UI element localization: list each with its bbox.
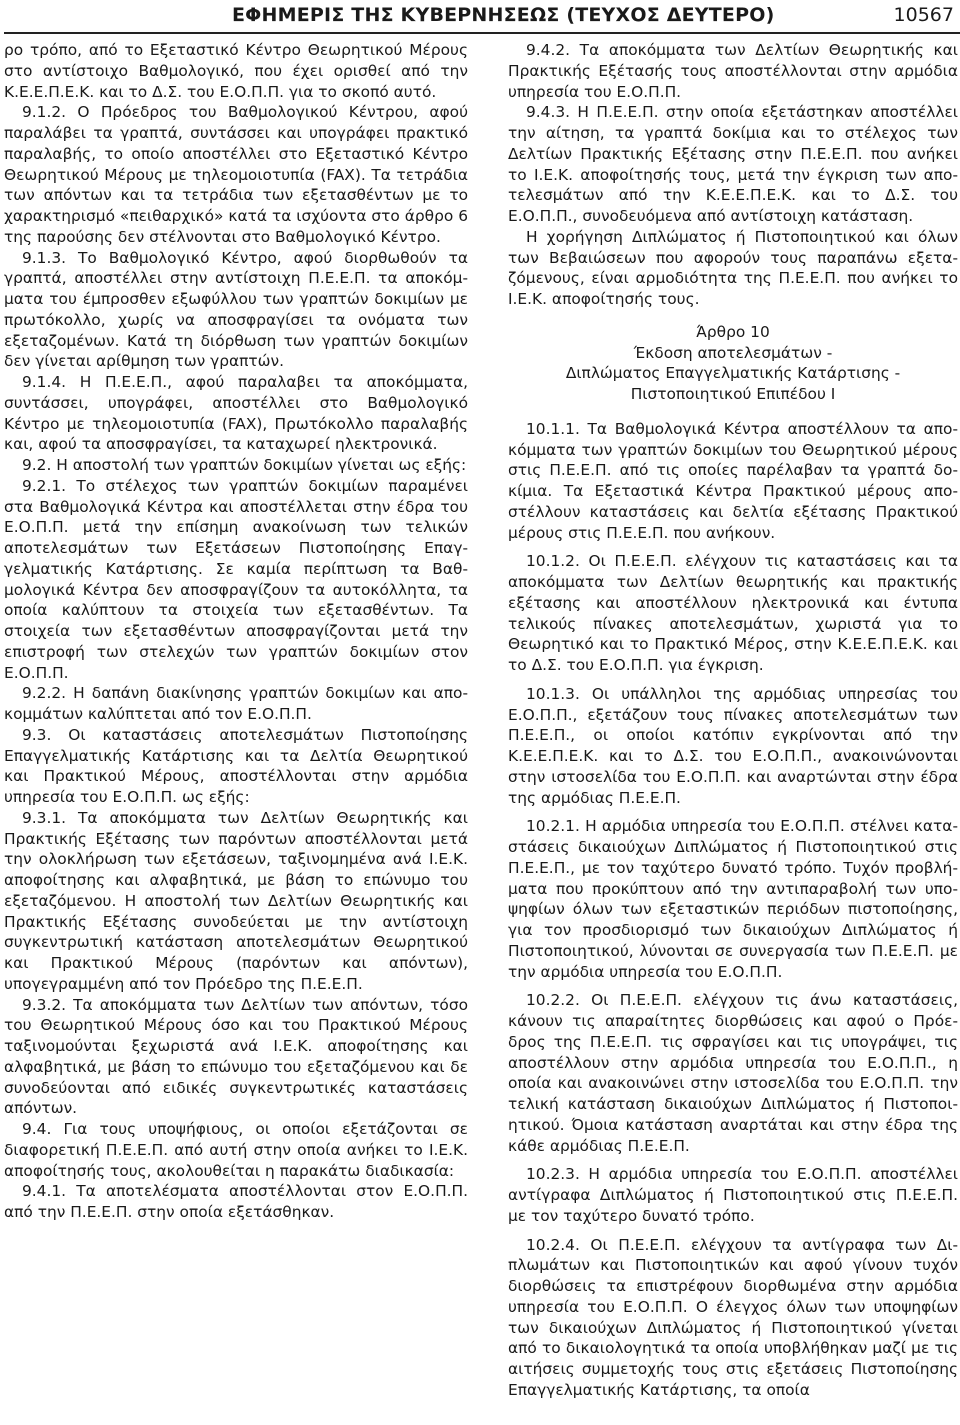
paragraph: 9.4.3. Η Π.Ε.Ε.Π. στην οποία εξετάστηκαν αποστέλλει την αίτηση, τα γραπτά δοκίμια και το στέλεχος των Δελτίων Πρακτικής Εξέτασης στην Π.Ε.Ε.Π. που ανήκει το Ι.Ε.Κ. αποφοίτησής τους, μετά την έγκριση των αποτελεσμάτων από την Κ.Ε.Ε.Π.Ε.Κ. και το Δ.Σ. του Ε.Ο.Π.Π., συνοδευόμενα από αντίστοιχη κατάσταση. <box>508 103 958 225</box>
paragraph: 9.1.2. Ο Πρόεδρος του Βαθμολογικού Κέντρου, αφού παραλάβει τα γραπτά, συντάσσει και υπογράφει πρακτικό παραλαβής, το οποίο αποστέλλει στο Εξεταστικό Κέντρο Θεωρητικού Μέρους με τηλεομοιοτυπία (FAX). Τα τετράδια των απόντων και τα τετράδια των εξετασθέντων με το χαρακτηρισμό «πειθαρχικό» κατά τα ισχύοντα στο άρθρο 6 της παρούσης δεν στέλνονται στο Βαθμολογικό Κέντρο. <box>4 103 468 246</box>
paragraph: 10.1.1. Τα Βαθμολογικά Κέντρα αποστέλλουν τα αποκόμματα των γραπτών δοκιμίων του Θεωρητικού μέρους στις Π.Ε.Ε.Π. από τις οποίες παρέλαβαν τα γραπτά δοκίμια. Τα Εξεταστικά Κέντρα Πρακτικού μέρους αποστέλλουν καταστάσεις και δελτία εξέτασης Πρακτικού μέρους στις Π.Ε.Ε.Π. που ανήκουν. <box>508 419 958 542</box>
paragraph: 9.4.1. Τα αποτελέσματα αποστέλλονται στον Ε.Ο.Π.Π. από την Π.Ε.Ε.Π. στην οποία εξετάσθηκαν. <box>4 1182 468 1221</box>
paragraph: 9.1.4. Η Π.Ε.Ε.Π., αφού παραλαβει τα αποκόμματα, συντάσσει, υπογράφει, αποστέλλει στο Βαθμολογικό Κέντρο με τηλεομοιοτυπία (FAX), Πρωτόκολλο παραλαβής και, αφού τα αποσφραγίσει, τα καταχωρεί ηλεκτρονικά. <box>4 373 468 454</box>
paragraph: 10.2.2. Οι Π.Ε.Ε.Π. ελέγχουν τις άνω καταστάσεις, κάνουν τις απαραίτητες διορθώσεις και αφού ο Πρόεδρος της Π.Ε.Ε.Π. τις σφραγίσει και τις υπογράψει, τις αποστέλλουν στην αρμόδια υπηρεσία του Ε.Ο.Π.Π., η οποία και ανακοινώνει στην ιστοσελίδα του Ε.Ο.Π.Π. την τελική κατάσταση δικαιούχων Διπλώματος ή Πιστοποιητικού. Όμοια κατάσταση αναρτάται και στην έδρα της κάθε αρμόδιας Π.Ε.Ε.Π. <box>508 991 958 1155</box>
paragraph: 9.3.1. Τα αποκόμματα των Δελτίων Θεωρητικής και Πρακτικής Εξέτασης των παρόντων αποστέλλονται μετά την ολοκλήρωση των εξετάσεων, ταξινομημένα ανά Ι.Ε.Κ. αποφοίτησης και αλφαβητικά, με βάση το επώνυμο του εξεταζόμενου. Η αποστολή των Δελτίων Θεωρητικής και Πρακτικής Εξέτασης συνοδεύεται με την αντίστοιχη συγκεντρωτική κατάσταση αποτελεσμάτων Θεωρητικού και Πρακτικού Μέρους (παρόντων και απόντων), υπογεγραμμένη από τον Πρόεδρο της Π.Ε.Ε.Π. <box>4 808 468 993</box>
paragraph: 10.2.3. Η αρμόδια υπηρεσία του Ε.Ο.Π.Π. αποστέλλει αντίγραφα Διπλώματος ή Πιστοποιητικού στις Π.Ε.Ε.Π. με τον ταχύτερο δυνατό τρόπο. <box>508 1165 958 1225</box>
gazette-title: ΕΦΗΜΕΡΙΣ ΤΗΣ ΚΥΒΕΡΝΗΣΕΩΣ (ΤΕΥΧΟΣ ΔΕΥΤΕΡΟ) <box>232 4 775 26</box>
paragraph: 10.1.3. Οι υπάλληλοι της αρμόδιας υπηρεσίας του Ε.Ο.Π.Π., εξετάζουν τους πίνακες αποτελεσμάτων των Π.Ε.Ε.Π., οι οποίοι κατόπιν εγκρίνονται από την Κ.Ε.Ε.Π.Ε.Κ. και το Δ.Σ. του Ε.Ο.Π.Π., ανακοινώνονται στην ιστοσελίδα του Ε.Ο.Π.Π. και αναρτώνται στην έδρα της αρμόδιας Π.Ε.Ε.Π. <box>508 684 958 807</box>
paragraph: 10.1.2. Οι Π.Ε.Ε.Π. ελέγχουν τις καταστάσεις και τα αποκόμματα των Δελτίων θεωρητικής και πρακτικής εξέτασης και αποστέλλουν ηλεκτρονικά και έντυπα τελικούς πίνακες αποτελεσμάτων, χωριστά για το Θεωρητικό και το Πρακτικό Μέρος, στην Κ.Ε.Ε.Π.Ε.Κ. και το Δ.Σ. του Ε.Ο.Π.Π. για έγκριση. <box>508 552 958 674</box>
page-header <box>0 0 960 36</box>
paragraph: 9.4. Για τους υποψήφιους, οι οποίοι εξετάζονται σε διαφορετική Π.Ε.Ε.Π. από αυτή στην οποία ανήκει το Ι.Ε.Κ. αποφοίτησής τους, ακολουθείται η παρακάτω διαδικασία: <box>4 1120 468 1180</box>
paragraph: 9.4.2. Τα αποκόμματα των Δελτίων Θεωρητικής και Πρακτικής Εξέτασής τους αποστέλλονται στην αρμόδια υπηρεσία του Ε.Ο.Π.Π. <box>508 41 958 101</box>
paragraph: 9.2.2. Η δαπάνη διακίνησης γραπτών δοκιμίων και αποκομμάτων καλύπτεται από τον Ε.Ο.Π.Π. <box>4 684 468 723</box>
article-heading <box>508 322 958 405</box>
paragraph: 9.1.3. Το Βαθμολογικό Κέντρο, αφού διορθωθούν τα γραπτά, αποστέλλει στην αντίστοιχη Π.Ε.Ε.Π. τα αποκόμματα του έμπροσθεν εξωφύλλου των γραπτών δοκιμίων με πρωτόκολλο, χωρίς να αποσφραγίσει τα ονόματα των εξεταζομένων. Κατά τη διόρθωση των γραπτών δοκιμίων δεν γίνεται αρίθμηση των γραπτών. <box>4 248 468 371</box>
right-column <box>508 40 958 1401</box>
paragraph: Η χορήγηση Διπλώματος ή Πιστοποιητικού και όλων των Βεβαιώσεων που αφορούν τους παραπάνω εξεταζόμενους, είναι αρμοδιότητα της Π.Ε.Ε.Π. που ανήκει το Ι.Ε.Κ. αποφοίτησής τους. <box>508 227 958 308</box>
left-column <box>4 40 468 1223</box>
paragraph: 9.2. Η αποστολή των γραπτών δοκιμίων γίνεται ως εξής: <box>22 456 467 474</box>
paragraph: ρο τρόπο, από το Εξεταστικό Κέντρο Θεωρητικού Μέρους στο αντίστοιχο Βαθμολογικό, που έχει ορισθεί από την Κ.Ε.Ε.Π.Ε.Κ. και το Δ.Σ. του Ε.Ο.Π.Π. για το σκοπό αυτό. <box>4 41 468 101</box>
article-number: Άρθρο 10 <box>696 322 770 341</box>
paragraph: 9.3.2. Τα αποκόμματα των Δελτίων των απόντων, τόσο του Θεωρητικού Μέρους όσο και του Πρακτικού Μέρους ταξινομούνται ξεχωριστά ανά Ι.Ε.Κ. αποφοίτησης και αλφαβητικά, με βάση το επώνυμο του εξεταζόμενου και δε συνοδεύονται από ειδικές συγκεντρωτικές καταστάσεις απόντων. <box>4 995 468 1118</box>
article-title-line: Πιστοποιητικού Επιπέδου Ι <box>630 385 836 403</box>
paragraph: 9.2.1. Το στέλεχος των γραπτών δοκιμίων παραμένει στα Βαθμολογικά Κέντρα και αποστέλλεται στην έδρα του Ε.Ο.Π.Π. μετά την επίσημη ανακοίνωση των τελικών αποτελεσμάτων των Εξετάσεων Πιστοποίησης Επαγγελματικής Κατάρτισης. Σε καμία περίπτωση τα Βαθμολογικά Κέντρα δεν αποσφραγίζουν τα αυτοκόλλητα, τα οποία καλύπτουν τα στοιχεία των εξετασθέντων. Τα στοιχεία των εξετασθέντων αποσφραγίζονται μετά την επιστροφή των στελεχών των γραπτών δοκιμίων στον Ε.Ο.Π.Π. <box>4 476 468 682</box>
paragraph: 10.2.1. Η αρμόδια υπηρεσία του Ε.Ο.Π.Π. στέλνει καταστάσεις δικαιούχων Διπλώματος ή Πιστοποιητικού στις Π.Ε.Ε.Π., με τον ταχύτερο δυνατό τρόπο. Τυχόν προβλήματα που προκύπτουν από την αντιπαραβολή των υποψηφίων όλων των εξεταστικών περιόδων πιστοποίησης, για τον προσδιορισμό των δικαιούχων Διπλώματος ή Πιστοποιητικού, λύνονται σε συνεργασία των Π.Ε.Ε.Π. με την αρμόδια υπηρεσία του Ε.Ο.Π.Π. <box>508 817 958 981</box>
page-number: 10567 <box>893 4 954 26</box>
article-title-line: Έκδοση αποτελεσμάτων - <box>633 343 833 362</box>
header-rule <box>4 32 960 34</box>
article-title-line: Διπλώματος Επαγγελματικής Κατάρτισης - <box>565 364 901 383</box>
paragraph: 10.2.4. Οι Π.Ε.Ε.Π. ελέγχουν τα αντίγραφα των Διπλωμάτων και Πιστοποιητικών και αφού γίνουν τυχόν διορθώσεις τα επιστρέφουν διορθωμένα στην αρμόδια υπηρεσία του Ε.Ο.Π.Π. Ο έλεγχος όλων των υποψηφίων των δικαιούχων Διπλώματος ή Πιστοποιητικού γίνεται από το δικαιολογητικά τα οποία υποβλήθηκαν μαζί με τις αιτήσεις συμμετοχής τους στις εξετάσεις Πιστοποίησης Επαγγελματικής Κατάρτισης, τα οποία <box>508 1235 958 1399</box>
paragraph: 9.3. Οι καταστάσεις αποτελεσμάτων Πιστοποίησης Επαγγελματικής Κατάρτισης και τα Δελτία Θεωρητικού και Πρακτικού Μέρους, αποστέλλονται στην αρμόδια υπηρεσία του Ε.Ο.Π.Π. ως εξής: <box>4 725 468 806</box>
